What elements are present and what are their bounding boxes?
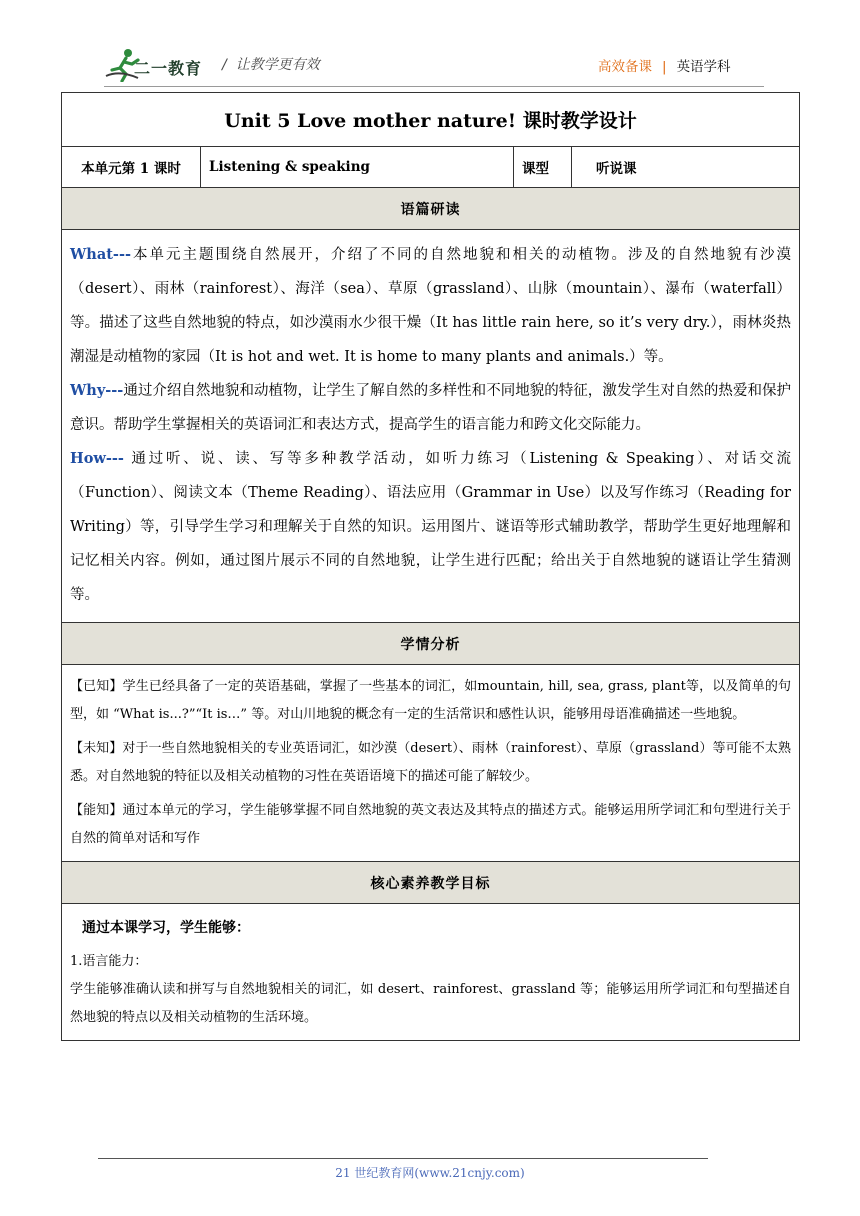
what-text: 本单元主题围绕自然展开，介绍了不同的自然地貌和相关的动植物。涉及的自然地貌有沙漠（desert）、雨林（rainforest）、海洋（sea）、草原（grassland）、山脉（mountain）、瀑布（waterfall）等。描述了这些自然地貌的特点，如沙漠雨水少很干燥（It has little rain here, so it’s very dry.），雨林炎热潮湿是动植物的家园（It is hot and wet. It is home to many plants and animals.）等。 xyxy=(70,247,791,365)
able-paragraph: 【能知】通过本单元的学习，学生能够掌握不同自然地貌的英文表达及其特点的描述方式。能够运用所学词汇和句型进行关于自然的简单对话和写作 xyxy=(70,803,791,846)
what-paragraph xyxy=(70,238,791,374)
slogan: / 让教学更有效 xyxy=(222,57,320,73)
slogan-text: 让教学更有效 xyxy=(235,57,320,73)
unknown-paragraph: 【未知】对于一些自然地貌相关的专业英语词汇，如沙漠（desert）、雨林（rainforest）、草原（grassland）等可能不太熟悉。对自然地貌的特征以及相关动植物的习性在英语语境下的描述可能了解较少。 xyxy=(70,741,791,784)
how-text: 通过听、说、读、写等多种教学活动，如听力练习（Listening & Speaking）、对话交流（Function）、阅读文本（Theme Reading）、语法应用（Grammar in Use）以及写作练习（Reading for Writing）等，引导学生学习和理解关于自然的知识。运用图片、谜语等形式辅助教学，帮助学生更好地理解和记忆相关内容。例如，通过图片展示不同的自然地貌，让学生进行匹配；给出关于自然地貌的谜语让学生猜测等。 xyxy=(70,451,791,603)
section-heading-core-goals: 核心素养教学目标 xyxy=(62,862,799,904)
header-right xyxy=(598,55,731,75)
learner-analysis-content xyxy=(62,665,799,862)
lesson-plan-table xyxy=(61,92,800,1041)
lesson-value: Listening & speaking xyxy=(201,147,514,187)
type-value: 听说课 xyxy=(596,161,637,177)
section-heading-learner-analysis: 学情分析 xyxy=(62,623,799,665)
how-paragraph xyxy=(70,442,791,612)
goal-item-1-title: 1.语言能力： xyxy=(70,954,148,969)
footer-divider xyxy=(98,1158,708,1159)
footer-text: 21 世纪教育网(www.21cnjy.com) xyxy=(335,1166,525,1180)
type-label: 课型 xyxy=(514,147,572,187)
info-row xyxy=(62,147,799,188)
header-separator: | xyxy=(662,59,667,75)
why-label: Why--- xyxy=(70,382,124,399)
section-heading-text-study: 语篇研读 xyxy=(62,188,799,230)
header-label-prep: 高效备课 xyxy=(598,59,652,75)
what-label: What--- xyxy=(70,246,131,263)
goal-item-1-text: 学生能够准确认读和拼写与自然地貌相关的词汇，如 desert、rainforest、grassland 等；能够运用所学词汇和句型描述自然地貌的特点以及相关动植物的生活环境。 xyxy=(70,982,791,1025)
goals-intro: 通过本课学习，学生能够： xyxy=(82,920,250,936)
why-text: 通过介绍自然地貌和动植物，让学生了解自然的多样性和不同地貌的特征，激发学生对自然的热爱和保护意识。帮助学生掌握相关的英语词汇和表达方式，提高学生的语言能力和跨文化交际能力。 xyxy=(70,383,791,433)
header-label-subject: 英语学科 xyxy=(676,59,731,75)
core-goals-content xyxy=(62,904,799,1040)
page-header xyxy=(0,0,860,90)
lesson-label: 本单元第 1 课时 xyxy=(62,147,201,187)
logo-text: 二一教育 xyxy=(134,59,203,78)
how-label: How--- xyxy=(70,450,124,467)
text-study-content xyxy=(62,230,799,623)
why-paragraph xyxy=(70,374,791,442)
header-divider xyxy=(104,86,764,87)
known-paragraph: 【已知】学生已经具备了一定的英语基础，掌握了一些基本的词汇，如mountain, hill, sea, grass, plant等，以及简单的句型，如 “What is...?”“It is…” 等。对山川地貌的概念有一定的生活常识和感性认识，能够用母语准确描述一些地貌。 xyxy=(70,679,791,722)
table-title: Unit 5 Love mother nature! 课时教学设计 xyxy=(62,93,799,147)
